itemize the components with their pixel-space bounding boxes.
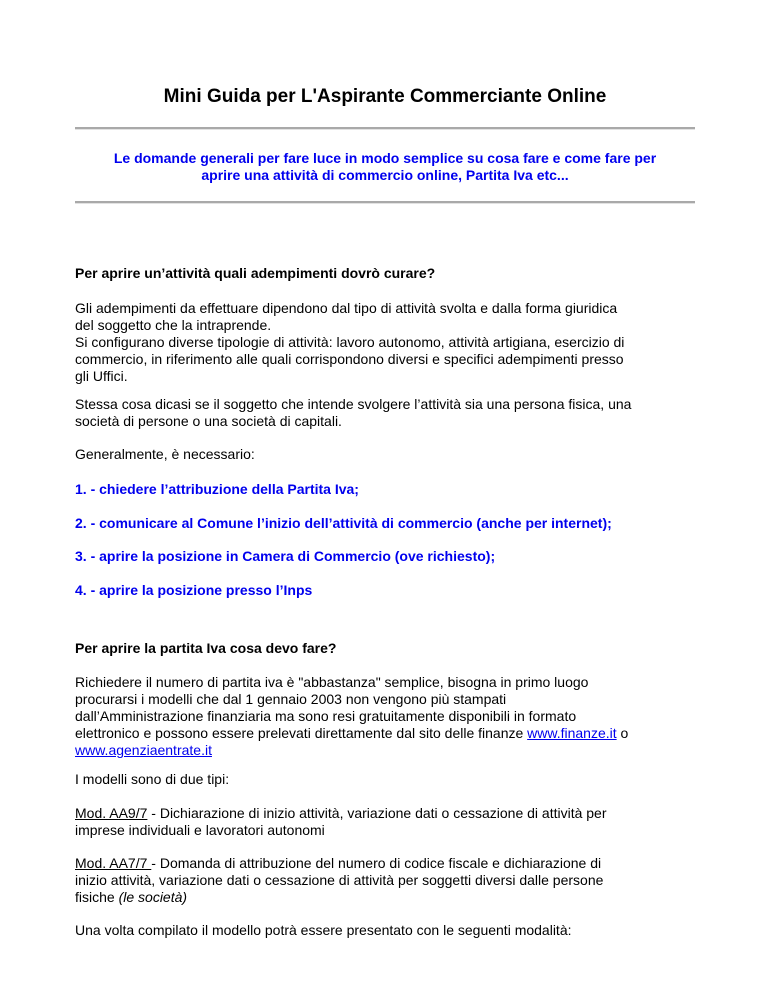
paragraph-line — [75, 805, 695, 822]
paragraph-line: procurarsi i modelli che dal 1 gennaio 2003 non vengono più stampati — [75, 691, 507, 707]
subtitle — [75, 150, 695, 184]
paragraph-text: o — [616, 725, 629, 741]
paragraph-text: fisiche — [75, 889, 119, 905]
paragraph-line: dall’Amministrazione finanziaria ma sono resi gratuitamente disponibili in formato — [75, 708, 577, 724]
paragraph-text: elettronico e possono essere prelevati direttamente dal sito delle finanze — [75, 725, 528, 741]
paragraph-line: commercio, in riferimento alle quali corrispondono diversi e specifici adempimenti presso — [75, 351, 624, 367]
italic-note: (le società) — [118, 889, 188, 905]
step-item-4: 4. - aprire la posizione presso l’Inps — [75, 582, 313, 598]
paragraph-line — [75, 742, 695, 759]
paragraph-line — [75, 855, 695, 872]
subtitle-line-2: aprire una attività di commercio online, Partita Iva etc... — [201, 167, 569, 183]
divider-top — [75, 127, 695, 130]
link-finanze[interactable]: www.finanze.it — [527, 725, 617, 741]
paragraph-line: Si configurano diverse tipologie di attività: lavoro autonomo, attività artigiana, esercizio di — [75, 334, 625, 350]
step-item-1: 1. - chiedere l’attribuzione della Partita Iva; — [75, 481, 359, 497]
divider-bottom — [75, 201, 695, 204]
paragraph-line: Gli adempimenti da effettuare dipendono dal tipo di attività svolta e dalla forma giuridica — [75, 300, 618, 316]
model-name: Mod. AA7/7 — [75, 855, 152, 871]
paragraph-line: Stessa cosa dicasi se il soggetto che intende svolgere l’attività sia una persona fisica, una — [75, 396, 632, 412]
subtitle-line-1: Le domande generali per fare luce in modo semplice su cosa fare e come fare per — [113, 150, 657, 166]
model-item-aa9 — [75, 805, 695, 839]
step-item-3: 3. - aprire la posizione in Camera di Commercio (ove richiesto); — [75, 548, 496, 564]
paragraph-line — [75, 725, 695, 742]
paragraph-line: Richiedere il numero di partita iva è "abbastanza" semplice, bisogna in primo luogo — [75, 674, 589, 690]
paragraph-line — [75, 889, 695, 906]
paragraph-modalita: Una volta compilato il modello potrà essere presentato con le seguenti modalità: — [75, 922, 572, 938]
model-description: - Dichiarazione di inizio attività, variazione dati o cessazione di attività per — [147, 805, 607, 821]
paragraph-line: imprese individuali e lavoratori autonomi — [75, 822, 325, 838]
paragraph-soggetto — [75, 396, 695, 430]
paragraph-line: inizio attività, variazione dati o cessazione di attività per soggetti diversi dalle persone — [75, 872, 604, 888]
paragraph-partita-iva — [75, 674, 695, 759]
paragraph-line: gli Uffici. — [75, 368, 128, 384]
model-item-aa7 — [75, 855, 695, 906]
paragraph-adempimenti — [75, 300, 695, 385]
page-title: Mini Guida per L'Aspirante Commerciante Online — [163, 86, 607, 107]
paragraph-modelli: I modelli sono di due tipi: — [75, 771, 230, 787]
step-item-2: 2. - comunicare al Comune l’inizio dell’attività di commercio (anche per internet); — [75, 515, 612, 531]
paragraph-line: società di persone o una società di capitali. — [75, 413, 342, 429]
model-description: - Domanda di attribuzione del numero di codice fiscale e dichiarazione di — [151, 855, 602, 871]
model-name: Mod. AA9/7 — [75, 805, 148, 821]
question-heading-2: Per aprire la partita Iva cosa devo fare? — [75, 640, 337, 656]
paragraph-generalmente: Generalmente, è necessario: — [75, 446, 255, 462]
link-agenziaentrate[interactable]: www.agenziaentrate.it — [75, 742, 212, 758]
question-heading-1: Per aprire un’attività quali adempimenti dovrò curare? — [75, 265, 436, 281]
paragraph-line: del soggetto che la intraprende. — [75, 317, 272, 333]
